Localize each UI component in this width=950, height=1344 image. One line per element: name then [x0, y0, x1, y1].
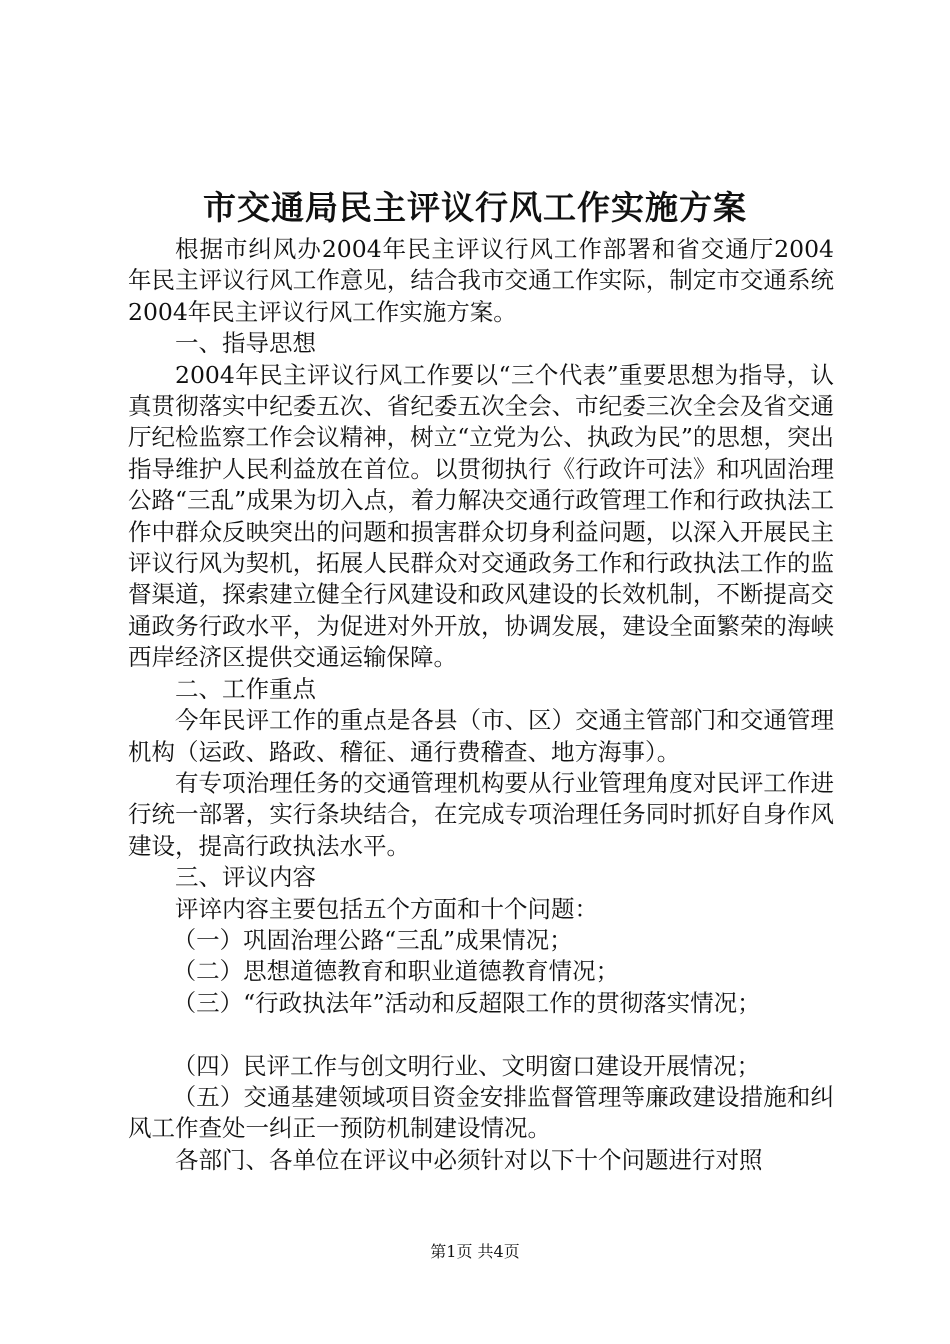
document-title: 市交通局民主评议行风工作实施方案	[203, 188, 747, 227]
blank-line	[128, 1019, 834, 1050]
review-item-3: （三）“行政执法年”活动和反超限工作的贯彻落实情况；	[172, 988, 761, 1017]
section-heading-review-content: 三、评议内容	[175, 863, 316, 892]
comparison-paragraph: 各部门、各单位在评议中必须针对以下十个问题进行对照	[175, 1145, 763, 1174]
review-item-5: （五）交通基建领域项目资金安排监督管理等廉政建设措施和纠风工作查处一纠正一预防机制建设情况。	[128, 1082, 834, 1143]
intro-paragraph: 根据市纠风办2004年民主评议行风工作部署和省交通厅2004年民主评议行风工作意见，结合我市交通工作实际，制定市交通系统2004年民主评议行风工作实施方案。	[128, 235, 834, 326]
review-item-1: （一）巩固治理公路“三乱”成果情况；	[172, 925, 573, 954]
review-item-4: （四）民评工作与创文明行业、文明窗口建设开展情况；	[172, 1051, 761, 1080]
section-heading-guiding-thought: 一、指导思想	[175, 329, 316, 358]
guiding-thought-paragraph: 2004年民主评议行风工作要以“三个代表”重要思想为指导，认真贯彻落实中纪委五次、省纪委五次全会、市纪委三次全会及省交通厅纪检监察工作会议精神，树立“立党为公、执政为民”的思想，突出指导维护人民利益放在首位。以贯彻执行《行政许可法》和巩固治理公路“三乱”成果为切入点，着力解决交通行政管理工作和行政执法工作中群众反映突出的问题和损害群众切身利益问题，以深入开展民主评议行风为契机，拓展人民群众对交通政务工作和行政执法工作的监督渠道，探索建立健全行风建设和政风建设的长效机制，不断提高交通政务行政水平，为促进对外开放，协调发展，建设全面繁荣的海峡西岸经济区提供交通运输保障。	[128, 360, 834, 672]
page-number-footer: 第1页 共4页	[430, 1242, 520, 1261]
work-focus-paragraph-1: 今年民评工作的重点是各县（市、区）交通主管部门和交通管理机构（运政、路政、稽征、通行费稽查、地方海事）。	[128, 706, 834, 766]
section-heading-work-focus: 二、工作重点	[175, 674, 316, 703]
review-content-intro: 评谇内容主要包括五个方面和十个问题：	[175, 894, 598, 923]
work-focus-paragraph-2: 有专项治理任务的交通管理机构要从行业管理角度对民评工作进行统一部署，实行条块结合，在完成专项治理任务同时抓好自身作风建设，提高行政执法水平。	[128, 768, 834, 860]
document-body	[128, 234, 834, 1176]
review-item-2: （二）思想道德教育和职业道德教育情况；	[172, 957, 620, 986]
